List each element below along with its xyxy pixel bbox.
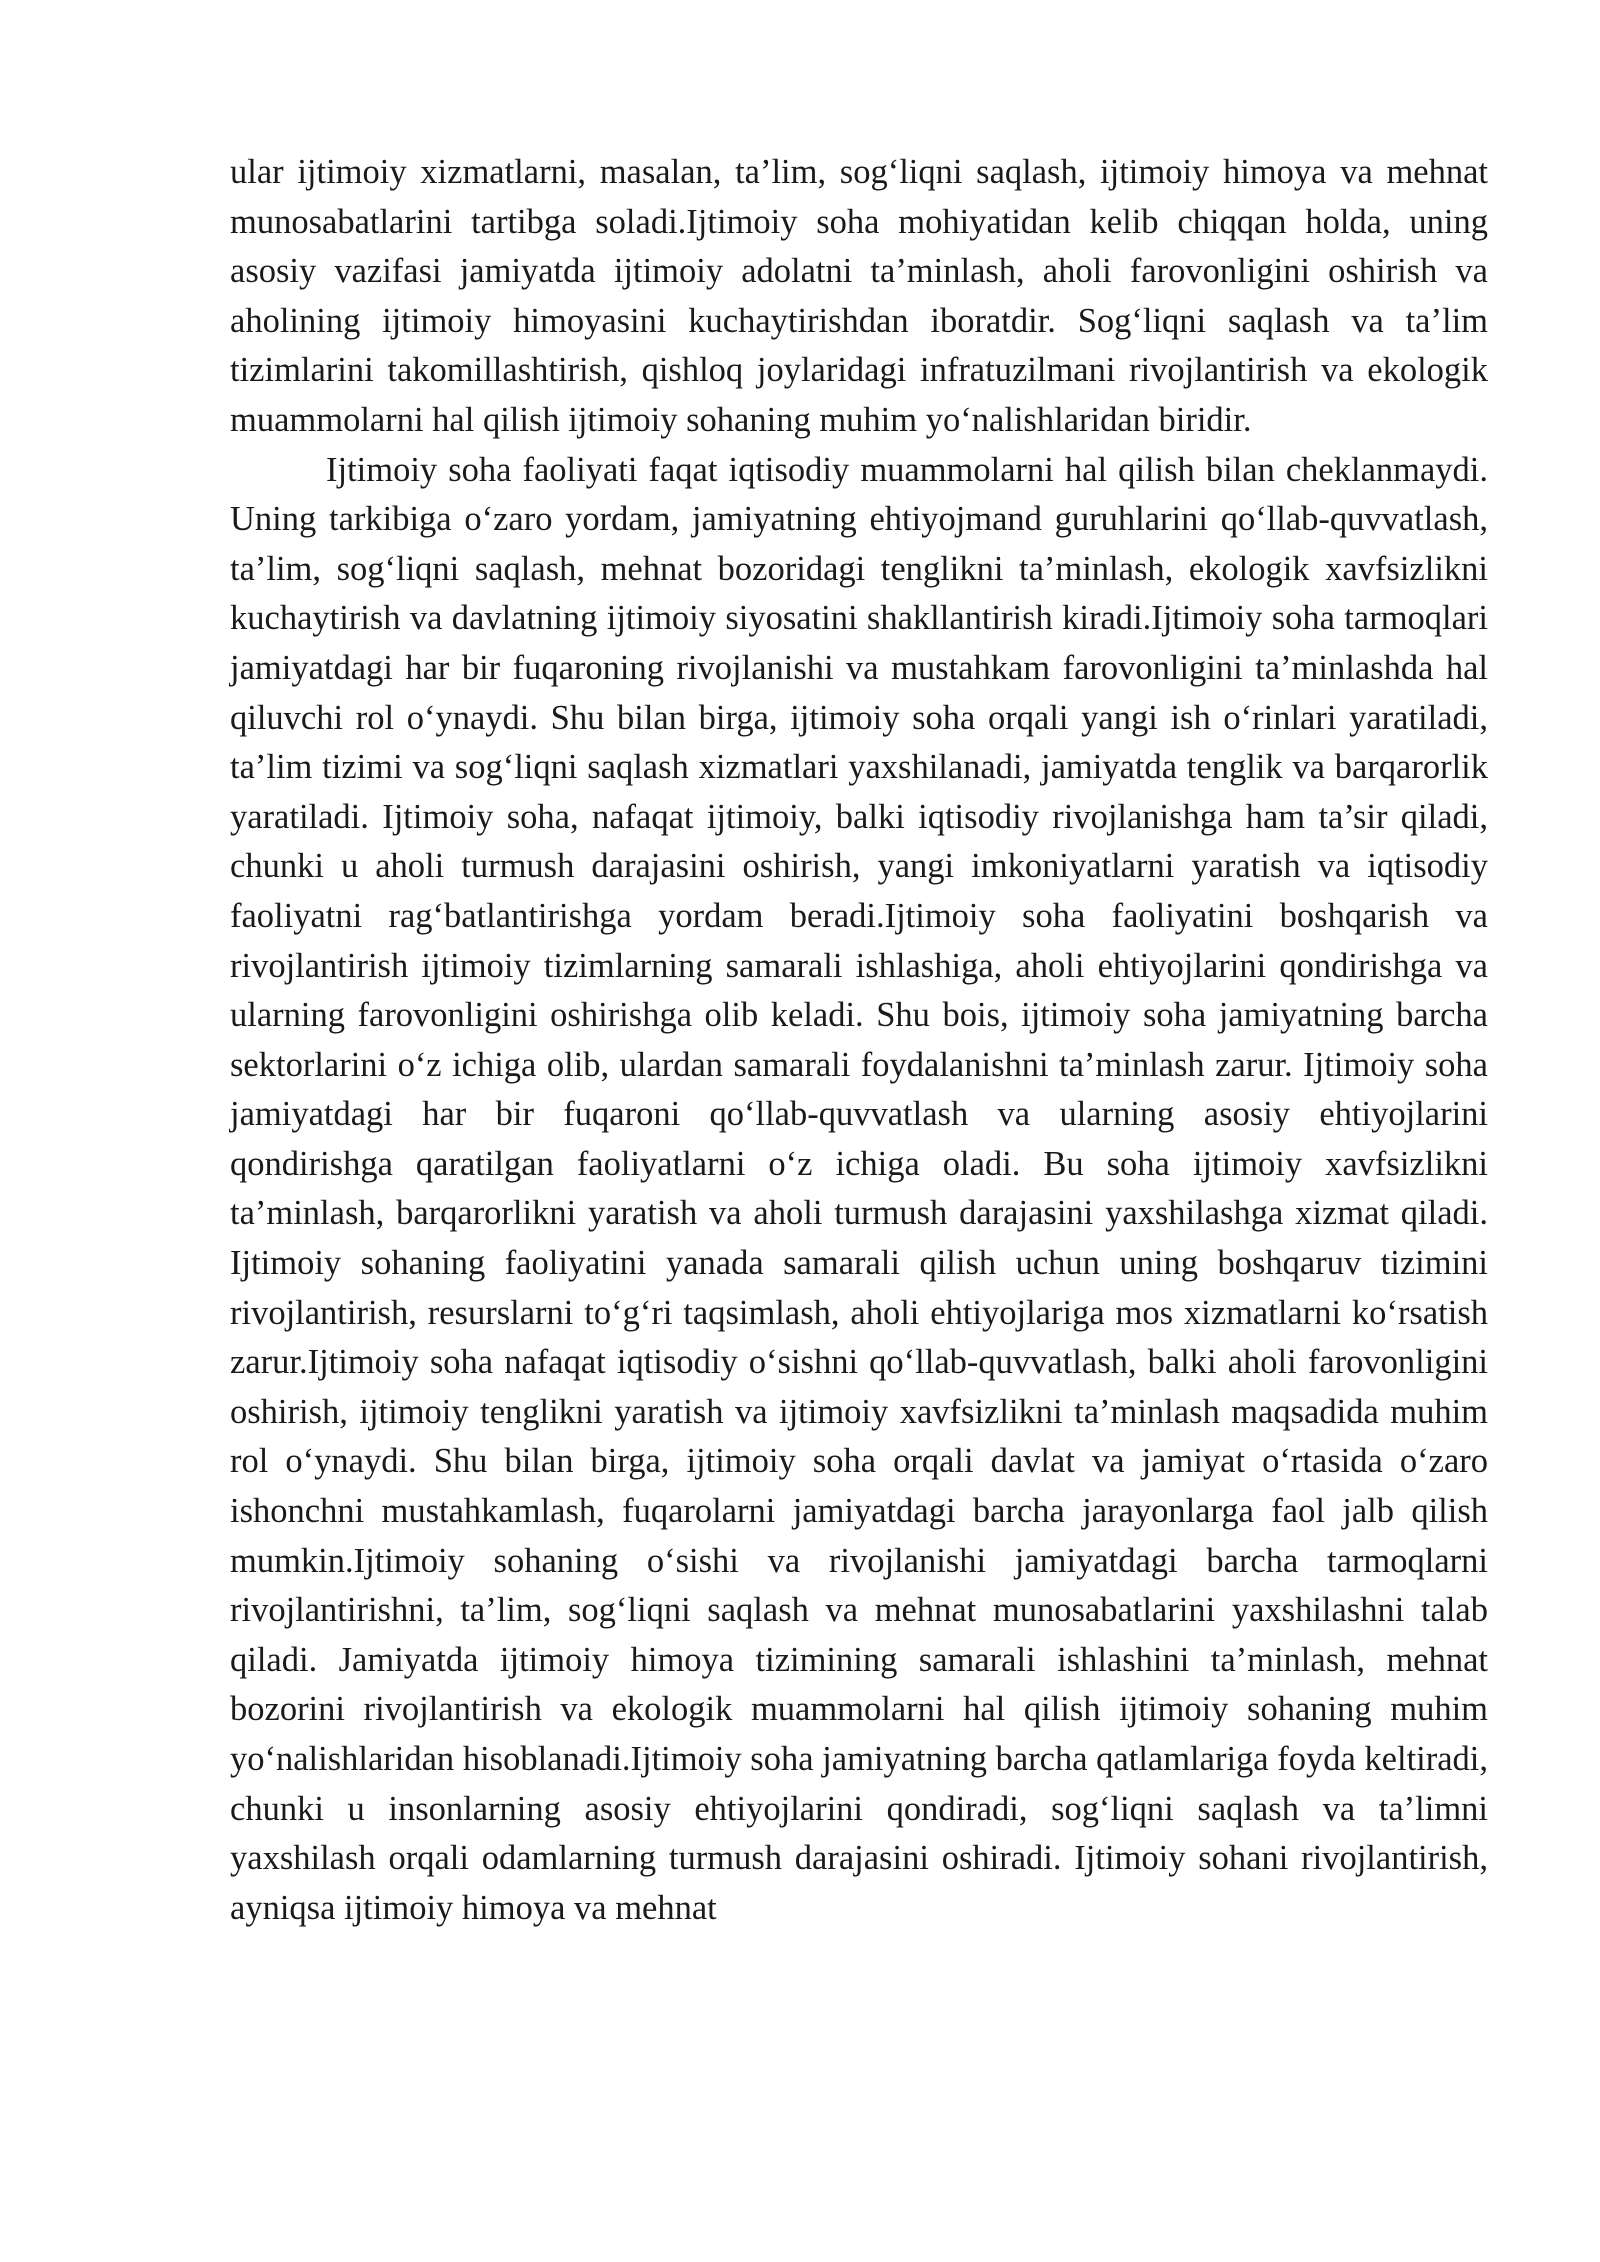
body-text xyxy=(230,148,1488,1933)
paragraph-2: Ijtimoiy soha faoliyati faqat iqtisodiy muammolarni hal qilish bilan cheklanmaydi. Uning tarkibiga o‘zaro yordam, jamiyatning ehtiyojmand guruhlarini qo‘llab-quvvatlash, ta’lim, sog‘liqni saqlash, mehnat bozoridagi tenglikni ta’minlash, ekologik xavfsizlikni kuchaytirish va davlatning ijtimoiy siyosatini shakllantirish kiradi.Ijtimoiy soha tarmoqlari jamiyatdagi har bir fuqaroning rivojlanishi va mustahkam farovonligini ta’minlashda hal qiluvchi rol o‘ynaydi. Shu bilan birga, ijtimoiy soha orqali yangi ish o‘rinlari yaratiladi, ta’lim tizimi va sog‘liqni saqlash xizmatlari yaxshilanadi, jamiyatda tenglik va barqarorlik yaratiladi. Ijtimoiy soha, nafaqat ijtimoiy, balki iqtisodiy rivojlanishga ham ta’sir qiladi, chunki u aholi turmush darajasini oshirish, yangi imkoniyatlarni yaratish va iqtisodiy faoliyatni rag‘batlantirishga yordam beradi.Ijtimoiy soha faoliyatini boshqarish va rivojlantirish ijtimoiy tizimlarning samarali ishlashiga, aholi ehtiyojlarini qondirishga va ularning farovonligini oshirishga olib keladi. Shu bois, ijtimoiy soha jamiyatning barcha sektorlarini o‘z ichiga olib, ulardan samarali foydalanishni ta’minlash zarur. Ijtimoiy soha jamiyatdagi har bir fuqaroni qo‘llab-quvvatlash va ularning asosiy ehtiyojlarini qondirishga qaratilgan faoliyatlarni o‘z ichiga oladi. Bu soha ijtimoiy xavfsizlikni ta’minlash, barqarorlikni yaratish va aholi turmush darajasini yaxshilashga xizmat qiladi. Ijtimoiy sohaning faoliyatini yanada samarali qilish uchun uning boshqaruv tizimini rivojlantirish, resurslarni to‘g‘ri taqsimlash, aholi ehtiyojlariga mos xizmatlarni ko‘rsatish zarur.Ijtimoiy soha nafaqat iqtisodiy o‘sishni qo‘llab-quvvatlash, balki aholi farovonligini oshirish, ijtimoiy tenglikni yaratish va ijtimoiy xavfsizlikni ta’minlash maqsadida muhim rol o‘ynaydi. Shu bilan birga, ijtimoiy soha orqali davlat va jamiyat o‘rtasida o‘zaro ishonchni mustahkamlash, fuqarolarni jamiyatdagi barcha jarayonlarga faol jalb qilish mumkin.Ijtimoiy sohaning o‘sishi va rivojlanishi jamiyatdagi barcha tarmoqlarni rivojlantirishni, ta’lim, sog‘liqni saqlash va mehnat munosabatlarini yaxshilashni talab qiladi. Jamiyatda ijtimoiy himoya tizimining samarali ishlashini ta’minlash, mehnat bozorini rivojlantirish va ekologik muammolarni hal qilish ijtimoiy sohaning muhim yo‘nalishlaridan hisoblanadi.Ijtimoiy soha jamiyatning barcha qatlamlariga foyda keltiradi, chunki u insonlarning asosiy ehtiyojlarini qondiradi, sog‘liqni saqlash va ta’limni yaxshilash orqali odamlarning turmush darajasini oshiradi. Ijtimoiy sohani rivojlantirish, ayniqsa ijtimoiy himoya va mehnat xyxy=(230,450,1488,1927)
paragraph-1: ular ijtimoiy xizmatlarni, masalan, ta’lim, sog‘liqni saqlash, ijtimoiy himoya va mehnat munosabatlarini tartibga soladi.Ijtimoiy soha mohiyatidan kelib chiqqan holda, uning asosiy vazifasi jamiyatda ijtimoiy adolatni ta’minlash, aholi farovonligini oshirish va aholining ijtimoiy himoyasini kuchaytirishdan iboratdir. Sog‘liqni saqlash va ta’lim tizimlarini takomillashtirish, qishloq joylaridagi infratuzilmani rivojlantirish va ekologik muammolarni hal qilish ijtimoiy sohaning muhim yo‘nalishlaridan biridir. xyxy=(230,153,1488,439)
